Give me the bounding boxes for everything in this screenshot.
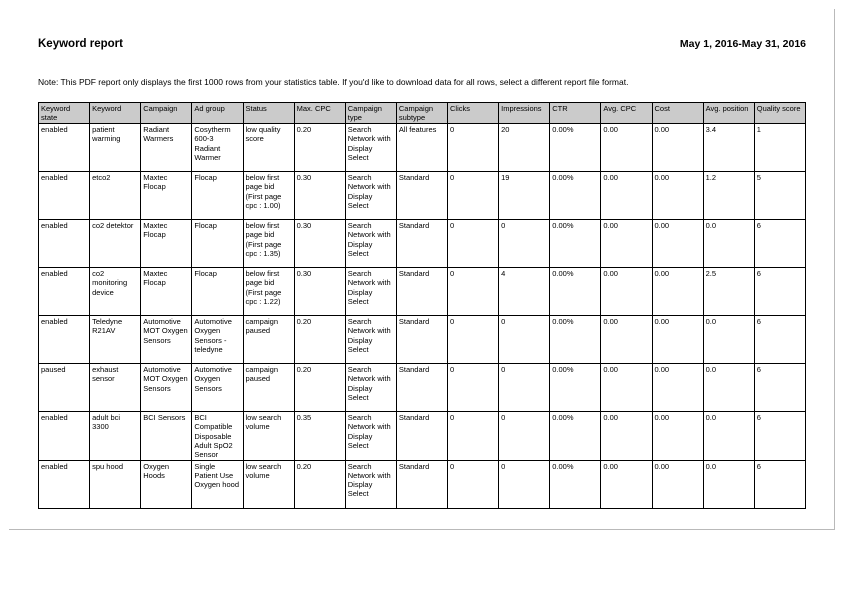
cell-keyword: co2 detektor — [90, 220, 141, 268]
cell-ctr: 0.00% — [550, 364, 601, 412]
cell-campaign-subtype: Standard — [396, 220, 447, 268]
cell-campaign-type: Search Network with Display Select — [345, 124, 396, 172]
cell-status: below first page bid (First page cpc : 1.35) — [243, 220, 294, 268]
cell-max-cpc: 0.30 — [294, 220, 345, 268]
cell-clicks: 0 — [448, 460, 499, 508]
cell-cost: 0.00 — [652, 124, 703, 172]
cell-campaign-type: Search Network with Display Select — [345, 220, 396, 268]
cell-status: low quality score — [243, 124, 294, 172]
cell-cost: 0.00 — [652, 220, 703, 268]
cell-quality-score: 6 — [754, 364, 805, 412]
cell-clicks: 0 — [448, 316, 499, 364]
cell-impressions: 0 — [499, 316, 550, 364]
cell-status: campaign paused — [243, 316, 294, 364]
column-header-clicks: Clicks — [448, 103, 499, 124]
table-header-row — [39, 103, 806, 124]
column-header-status: Status — [243, 103, 294, 124]
cell-quality-score: 6 — [754, 412, 805, 461]
cell-clicks: 0 — [448, 220, 499, 268]
cell-campaign: Automotive MOT Oxygen Sensors — [141, 364, 192, 412]
cell-campaign-subtype: Standard — [396, 172, 447, 220]
column-header-ctr: CTR — [550, 103, 601, 124]
cell-campaign-type: Search Network with Display Select — [345, 316, 396, 364]
table-row — [39, 124, 806, 172]
table-row — [39, 316, 806, 364]
cell-max-cpc: 0.20 — [294, 364, 345, 412]
cell-campaign-subtype: Standard — [396, 364, 447, 412]
cell-max-cpc: 0.35 — [294, 412, 345, 461]
cell-max-cpc: 0.20 — [294, 316, 345, 364]
cell-campaign-subtype: Standard — [396, 316, 447, 364]
cell-ctr: 0.00% — [550, 220, 601, 268]
cell-campaign-subtype: Standard — [396, 412, 447, 461]
cell-ad-group: Flocap — [192, 220, 243, 268]
table-row — [39, 268, 806, 316]
cell-impressions: 0 — [499, 220, 550, 268]
column-header-avg-position: Avg. position — [703, 103, 754, 124]
cell-campaign: Automotive MOT Oxygen Sensors — [141, 316, 192, 364]
cell-campaign-type: Search Network with Display Select — [345, 412, 396, 461]
cell-status: below first page bid (First page cpc : 1.22) — [243, 268, 294, 316]
pdf-page — [8, 8, 834, 529]
column-header-keyword: Keyword — [90, 103, 141, 124]
cell-max-cpc: 0.30 — [294, 268, 345, 316]
cell-clicks: 0 — [448, 412, 499, 461]
cell-ad-group: Flocap — [192, 172, 243, 220]
cell-quality-score: 6 — [754, 268, 805, 316]
page-title: Keyword report — [38, 38, 123, 50]
cell-campaign-type: Search Network with Display Select — [345, 460, 396, 508]
cell-impressions: 4 — [499, 268, 550, 316]
cell-quality-score: 6 — [754, 460, 805, 508]
cell-impressions: 0 — [499, 460, 550, 508]
cell-campaign-subtype: All features — [396, 124, 447, 172]
cell-cost: 0.00 — [652, 268, 703, 316]
cell-ctr: 0.00% — [550, 172, 601, 220]
cell-cost: 0.00 — [652, 364, 703, 412]
cell-avg-cpc: 0.00 — [601, 220, 652, 268]
cell-keyword-state: enabled — [39, 220, 90, 268]
cell-quality-score: 5 — [754, 172, 805, 220]
cell-keyword-state: enabled — [39, 124, 90, 172]
cell-keyword: etco2 — [90, 172, 141, 220]
cell-avg-cpc: 0.00 — [601, 124, 652, 172]
cell-max-cpc: 0.20 — [294, 460, 345, 508]
cell-keyword: spu hood — [90, 460, 141, 508]
cell-cost: 0.00 — [652, 172, 703, 220]
cell-quality-score: 1 — [754, 124, 805, 172]
cell-cost: 0.00 — [652, 316, 703, 364]
report-header — [38, 38, 806, 50]
cell-quality-score: 6 — [754, 220, 805, 268]
cell-impressions: 20 — [499, 124, 550, 172]
cell-ad-group: Automotive Oxygen Sensors — [192, 364, 243, 412]
cell-ctr: 0.00% — [550, 124, 601, 172]
cell-status: campaign paused — [243, 364, 294, 412]
cell-campaign: Radiant Warmers — [141, 124, 192, 172]
note-text: Note: This PDF report only displays the first 1000 rows from your statistics table. If you'd like to download data for all rows, select a different report file format. — [38, 77, 629, 87]
date-range: May 1, 2016-May 31, 2016 — [679, 38, 806, 50]
column-header-keyword-state: Keyword state — [39, 103, 90, 124]
column-header-cost: Cost — [652, 103, 703, 124]
cell-campaign-subtype: Standard — [396, 460, 447, 508]
column-header-max-cpc: Max. CPC — [294, 103, 345, 124]
cell-ad-group: Flocap — [192, 268, 243, 316]
cell-avg-position: 2.5 — [703, 268, 754, 316]
cell-status: low search volume — [243, 460, 294, 508]
cell-ad-group: Cosytherm 600-3 Radiant Warmer — [192, 124, 243, 172]
cell-avg-position: 0.0 — [703, 220, 754, 268]
cell-ctr: 0.00% — [550, 268, 601, 316]
cell-campaign-type: Search Network with Display Select — [345, 268, 396, 316]
cell-cost: 0.00 — [652, 412, 703, 461]
keyword-report-table — [38, 102, 806, 509]
cell-ad-group: Single Patient Use Oxygen hood — [192, 460, 243, 508]
cell-keyword-state: enabled — [39, 172, 90, 220]
cell-keyword: adult bci 3300 — [90, 412, 141, 461]
cell-keyword: exhaust sensor — [90, 364, 141, 412]
column-header-campaign-subtype: Campaign subtype — [396, 103, 447, 124]
column-header-campaign-type: Campaign type — [345, 103, 396, 124]
cell-campaign: Maxtec Flocap — [141, 172, 192, 220]
cell-campaign-type: Search Network with Display Select — [345, 364, 396, 412]
cell-keyword-state: enabled — [39, 460, 90, 508]
cell-status: low search volume — [243, 412, 294, 461]
column-header-ad-group: Ad group — [192, 103, 243, 124]
cell-campaign-type: Search Network with Display Select — [345, 172, 396, 220]
cell-avg-position: 0.0 — [703, 412, 754, 461]
cell-ctr: 0.00% — [550, 316, 601, 364]
cell-avg-cpc: 0.00 — [601, 412, 652, 461]
cell-clicks: 0 — [448, 268, 499, 316]
cell-impressions: 19 — [499, 172, 550, 220]
cell-avg-cpc: 0.00 — [601, 268, 652, 316]
cell-campaign-subtype: Standard — [396, 268, 447, 316]
cell-avg-position: 3.4 — [703, 124, 754, 172]
table-row — [39, 364, 806, 412]
cell-keyword-state: enabled — [39, 412, 90, 461]
table-row — [39, 220, 806, 268]
cell-avg-cpc: 0.00 — [601, 364, 652, 412]
cell-avg-position: 0.0 — [703, 316, 754, 364]
cell-keyword-state: enabled — [39, 268, 90, 316]
column-header-impressions: Impressions — [499, 103, 550, 124]
column-header-quality-score: Quality score — [754, 103, 805, 124]
cell-campaign: Oxygen Hoods — [141, 460, 192, 508]
cell-clicks: 0 — [448, 364, 499, 412]
table-body — [39, 124, 806, 509]
table-row — [39, 412, 806, 461]
cell-status: below first page bid (First page cpc : 1.00) — [243, 172, 294, 220]
cell-clicks: 0 — [448, 172, 499, 220]
cell-impressions: 0 — [499, 412, 550, 461]
cell-ad-group: Automotive Oxygen Sensors - teledyne — [192, 316, 243, 364]
cell-avg-position: 0.0 — [703, 364, 754, 412]
table-row — [39, 460, 806, 508]
cell-avg-position: 1.2 — [703, 172, 754, 220]
cell-ad-group: BCI Compatible Disposable Adult SpO2 Sensor — [192, 412, 243, 461]
cell-quality-score: 6 — [754, 316, 805, 364]
column-header-campaign: Campaign — [141, 103, 192, 124]
cell-clicks: 0 — [448, 124, 499, 172]
column-header-avg-cpc: Avg. CPC — [601, 103, 652, 124]
cell-ctr: 0.00% — [550, 460, 601, 508]
cell-keyword-state: enabled — [39, 316, 90, 364]
cell-keyword-state: paused — [39, 364, 90, 412]
cell-keyword: patient warming — [90, 124, 141, 172]
cell-keyword: Teledyne R21AV — [90, 316, 141, 364]
cell-avg-position: 0.0 — [703, 460, 754, 508]
table-row — [39, 172, 806, 220]
cell-campaign: Maxtec Flocap — [141, 268, 192, 316]
cell-avg-cpc: 0.00 — [601, 316, 652, 364]
cell-campaign: BCI Sensors — [141, 412, 192, 461]
cell-cost: 0.00 — [652, 460, 703, 508]
cell-campaign: Maxtec Flocap — [141, 220, 192, 268]
table-head — [39, 103, 806, 124]
cell-max-cpc: 0.20 — [294, 124, 345, 172]
cell-avg-cpc: 0.00 — [601, 172, 652, 220]
cell-max-cpc: 0.30 — [294, 172, 345, 220]
cell-ctr: 0.00% — [550, 412, 601, 461]
cell-keyword: co2 monitoring device — [90, 268, 141, 316]
cell-impressions: 0 — [499, 364, 550, 412]
cell-avg-cpc: 0.00 — [601, 460, 652, 508]
